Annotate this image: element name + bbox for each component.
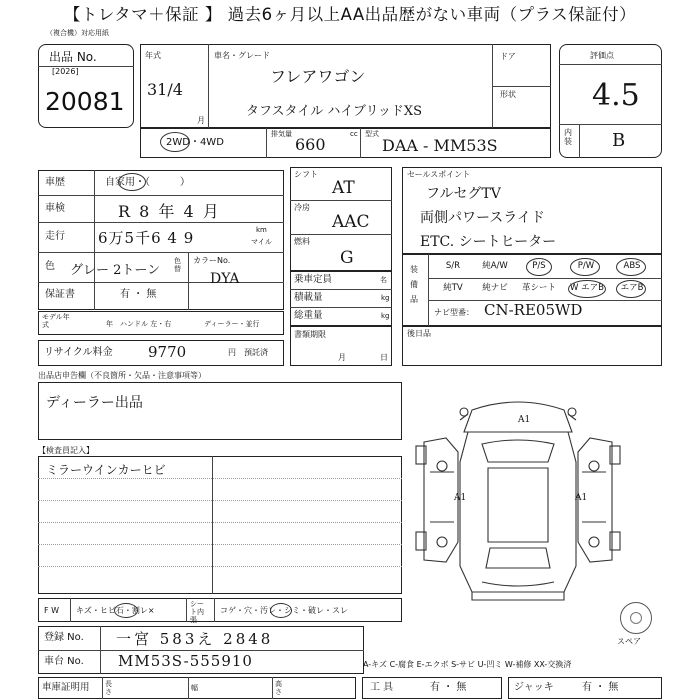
spare-label: スペア	[617, 637, 641, 646]
diagram-mark-right: A1	[575, 493, 588, 503]
inspection-label: 車検	[45, 203, 65, 214]
recycle-label: リサイクル料金	[44, 347, 113, 358]
mileage-value: 6万5千6 4 9	[98, 229, 195, 247]
equip-ps: P/S	[532, 261, 546, 271]
door-label: ドア	[500, 52, 516, 61]
year-value: 31/4	[147, 80, 183, 99]
interior-label: 内装	[564, 128, 572, 146]
color-label: 色	[45, 261, 55, 272]
gross-weight-unit: kg	[381, 312, 390, 320]
warranty-label: 保証書	[45, 289, 75, 300]
displacement-unit: cc	[350, 130, 358, 138]
interior-value: B	[612, 130, 626, 151]
docs-month-unit: 月	[338, 353, 346, 362]
color-change-label: 色替	[174, 257, 181, 273]
history-circle-mark	[118, 173, 146, 191]
sales-points-label: セールスポイント	[407, 170, 471, 179]
equip-tv: 純TV	[443, 283, 463, 293]
dealer-options: ディーラー・並行	[204, 320, 260, 328]
equip-ps-circle	[526, 258, 552, 276]
model-year-label: モデル年式	[42, 313, 70, 329]
shape-label: 形状	[500, 90, 516, 99]
seller-notes-label: 出品店申告欄（不良箇所・欠品・注意事項等）	[38, 371, 206, 380]
type-value: DAA - MM53S	[382, 136, 498, 155]
mileage-unit-km: km	[256, 226, 267, 234]
nav-label: ナビ型番：	[434, 308, 474, 317]
ac-label: 冷房	[294, 203, 310, 212]
nav-value: CN-RE05WD	[484, 301, 583, 319]
score-value: 4.5	[592, 78, 640, 113]
certificate-label: 車庫証明用	[42, 682, 90, 693]
later-date-box	[402, 326, 662, 366]
equip-w-airbag: W エアB	[570, 283, 604, 293]
load-unit: kg	[381, 294, 390, 302]
color-no-label: カラーNo.	[193, 256, 231, 265]
handle-options: ハンドル 左・右	[120, 320, 172, 328]
tools-options: 有 ・ 無	[430, 682, 467, 693]
damage-legend: A-キズ C-腐食 E-エクボ S-サビ U-凹ミ W-補修 XX-交換済	[363, 660, 572, 669]
equip-pw: P/W	[577, 261, 595, 271]
equip-sr: S/R	[445, 261, 461, 271]
type-label: 型式	[365, 130, 379, 138]
registration-value: 一宮 583え 2848	[116, 630, 274, 648]
inspector-label: 【検査員記入】	[38, 446, 94, 455]
tools-label: 工 具	[370, 682, 394, 693]
displacement-label: 排気量	[271, 130, 292, 138]
shift-value: AT	[332, 178, 355, 198]
fw-label: F W	[44, 606, 60, 615]
equip-abs: ABS	[623, 261, 641, 271]
fw-seat-scratches: コゲ・穴・汚レ・シミ・破レ・スレ	[220, 606, 348, 615]
equip-nav: 純ナビ	[482, 283, 508, 293]
equip-airbag-circle	[616, 280, 646, 298]
jack-label: ジャッキ	[514, 682, 554, 693]
banner-title: 【トレタマ＋保証 】 過去6ヶ月以上AA出品歴がない車両（プラス保証付）	[63, 5, 637, 24]
diagram-mark-left: A1	[454, 493, 467, 503]
diagram-mark-front: A1	[518, 415, 531, 425]
top-left-note: （複合機）対応用紙	[46, 29, 109, 37]
history-label: 車歴	[45, 177, 65, 188]
recycle-value: 9770	[148, 343, 187, 361]
certificate-height: 高さ	[275, 680, 282, 696]
chassis-label: 車台 No.	[44, 656, 84, 667]
equip-abs-circle	[616, 258, 646, 276]
gross-weight-label: 総重量	[294, 310, 323, 321]
fuel-label: 燃料	[294, 237, 310, 246]
certificate-length: 長さ	[105, 680, 112, 696]
inspector-text: ミラーウインカーヒビ	[46, 463, 166, 477]
history-options: 自家用・（ ）	[105, 177, 190, 188]
score-label: 評価点	[590, 51, 614, 60]
load-label: 積載量	[294, 292, 323, 303]
warranty-options: 有 ・ 無	[120, 289, 157, 300]
color-value: グレー 2トーン	[70, 263, 161, 278]
model-name: フレアワゴン	[270, 67, 366, 86]
sales-point-3: ETC. シートヒーター	[420, 234, 557, 250]
model-year-unit: 年	[106, 320, 113, 328]
recycle-unit: 円	[228, 348, 236, 357]
fuel-value: G	[340, 248, 354, 268]
color-no-value: DYA	[210, 271, 240, 287]
docs-day-unit: 日	[380, 353, 388, 362]
fw-seat-label: シート内張	[190, 600, 204, 624]
capacity-unit: 名	[380, 276, 387, 284]
registration-label: 登録 No.	[44, 632, 84, 643]
year-month-unit: 月	[197, 116, 205, 125]
model-label: 車名・グレード	[214, 51, 270, 60]
later-date-label: 後日品	[407, 329, 431, 338]
seller-notes-text: ディーラー出品	[46, 395, 143, 411]
chassis-value: MM53S-555910	[118, 652, 253, 670]
equipment-label: 装備品	[410, 265, 418, 304]
fw-circle-mark	[114, 603, 138, 618]
model-grade: タフスタイル ハイブリッドXS	[246, 104, 423, 119]
lot-label: 出品 No.	[49, 50, 97, 64]
sales-point-2: 両側パワースライド	[420, 210, 545, 226]
equip-leather: 革シート	[521, 283, 556, 293]
year-label: 年式	[145, 51, 161, 60]
shift-label: シフト	[294, 170, 318, 179]
fw-seat-circle-mark	[270, 603, 292, 618]
lot-number: 20081	[45, 87, 125, 116]
capacity-label: 乗車定員	[294, 274, 333, 285]
mileage-unit-mile: マイル	[251, 238, 272, 246]
displacement-value: 660	[295, 135, 326, 154]
sales-point-1: フルセグTV	[426, 186, 501, 202]
jack-options: 有 ・ 無	[582, 682, 619, 693]
fw-scratches: キズ・ヒビ石・割レ×	[76, 606, 155, 615]
recycle-deposit: 預託済	[244, 348, 268, 357]
spare-hub-icon	[630, 612, 642, 624]
equip-w-airbag-circle	[568, 280, 606, 298]
certificate-width: 幅	[191, 684, 198, 692]
equip-alloy: 純A/W	[482, 261, 508, 271]
equip-pw-circle	[570, 258, 600, 276]
drive-label: 2WD・4WD	[166, 137, 224, 148]
ac-value: AAC	[332, 212, 370, 232]
mileage-label: 走行	[45, 231, 65, 242]
docs-label: 書類期限	[294, 330, 326, 339]
equip-airbag: エアB	[620, 283, 644, 293]
inspection-value: R 8 年 4 月	[118, 202, 221, 221]
lot-stamp: [2026]	[52, 67, 79, 76]
drive-circle-mark	[160, 132, 190, 152]
